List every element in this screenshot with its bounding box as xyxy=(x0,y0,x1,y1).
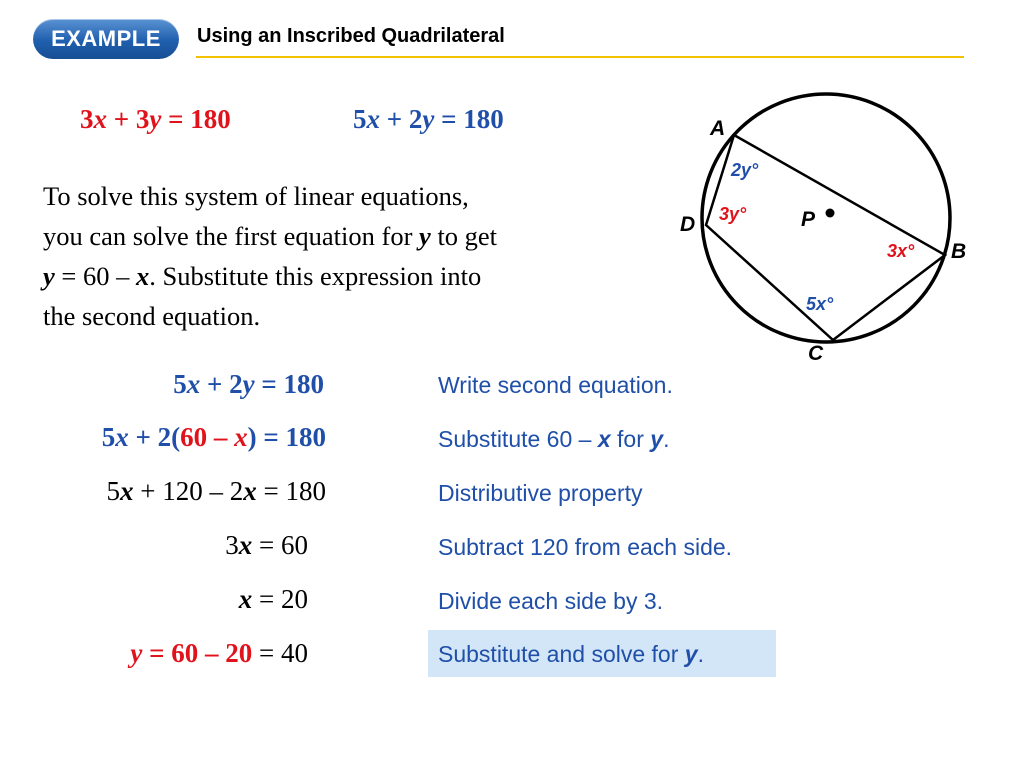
note-4: Subtract 120 from each side. xyxy=(438,534,733,560)
angle-label-A: 2y° xyxy=(731,160,759,180)
paragraph-line-2: you can solve the first equation for y to get xyxy=(43,221,498,251)
work-step-6: y = 60 – 20 = 40 xyxy=(130,638,308,668)
vertex-label-D: D xyxy=(680,213,696,236)
paragraph-line-4: the second equation. xyxy=(43,301,261,331)
work-step-5: x = 20 xyxy=(238,584,308,614)
vertex-label-C: C xyxy=(808,342,824,365)
vertex-label-P: P xyxy=(801,208,816,231)
vertex-label-B: B xyxy=(951,240,967,263)
note-5: Divide each side by 3. xyxy=(438,588,664,614)
equation-1: 3x + 3y = 180 xyxy=(80,104,231,134)
note-1: Write second equation. xyxy=(438,372,673,398)
note-3: Distributive property xyxy=(438,480,643,506)
angle-label-C: 5x° xyxy=(806,294,834,314)
note-2: Substitute 60 – x for y. xyxy=(438,426,670,452)
work-step-4: 3x = 60 xyxy=(225,530,308,560)
page-title: Using an Inscribed Quadrilateral xyxy=(197,25,505,47)
angle-label-B: 3x° xyxy=(887,241,915,261)
example-badge-label: EXAMPLE xyxy=(51,26,161,51)
vertex-label-A: A xyxy=(710,117,726,140)
angle-label-D: 3y° xyxy=(719,204,747,224)
equation-2: 5x + 2y = 180 xyxy=(353,104,504,134)
center-point-P xyxy=(826,209,835,218)
paragraph-line-1: To solve this system of linear equations, xyxy=(43,181,469,211)
work-step-2: 5x + 2(60 – x) = 180 xyxy=(101,422,326,452)
work-step-3: 5x + 120 – 2x = 180 xyxy=(106,476,326,506)
work-step-1: 5x + 2y = 180 xyxy=(173,369,324,399)
note-6: Substitute and solve for y. xyxy=(438,641,704,667)
paragraph-line-3: y = 60 – x. Substitute this expression into xyxy=(43,261,482,291)
